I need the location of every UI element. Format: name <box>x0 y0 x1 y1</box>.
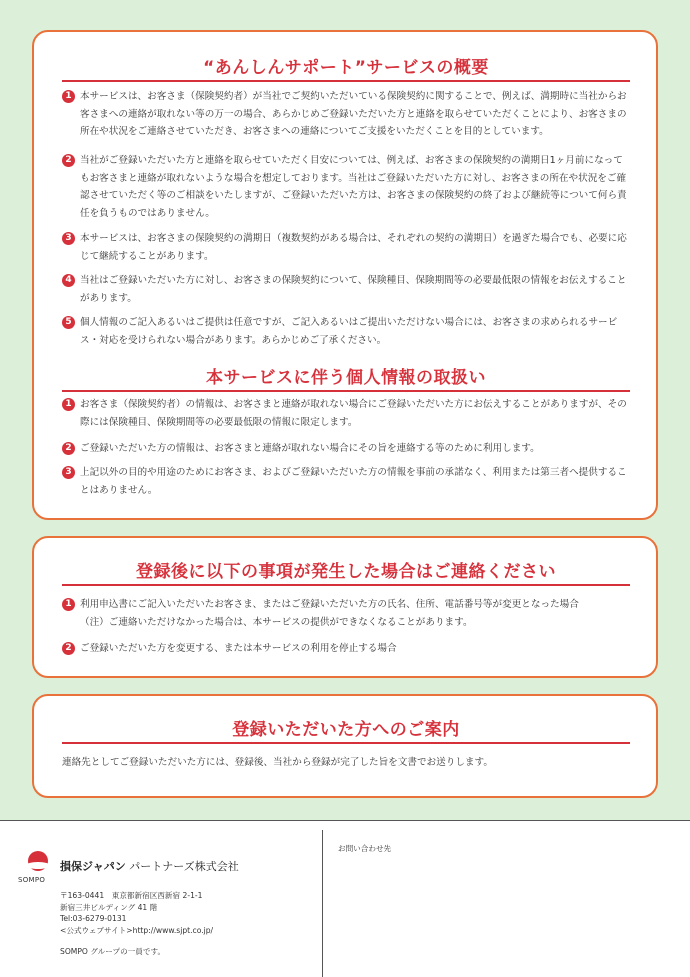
company-address <box>60 890 213 936</box>
group-membership-text: SOMPO グループの一員です。 <box>60 947 166 956</box>
company-name-bold: 損保ジャパン <box>60 860 126 873</box>
website-link[interactable]: <公式ウェブサイト>http://www.sjpt.co.jp/ <box>60 925 214 935</box>
privacy-item-3 <box>62 464 632 499</box>
change-notice-box <box>32 536 658 678</box>
footer-vertical-divider <box>322 830 323 977</box>
change-notice-title: 登録後に以下の事項が発生した場合はご連絡ください <box>62 562 630 586</box>
number-badge-icon: 2 <box>62 154 75 167</box>
number-badge-icon: 5 <box>62 316 75 329</box>
number-badge-icon: 2 <box>62 642 75 655</box>
number-badge-icon: 3 <box>62 232 75 245</box>
company-name <box>60 858 239 874</box>
contact-label: お問い合わせ先 <box>338 844 392 853</box>
number-badge-icon: 4 <box>62 274 75 287</box>
privacy-item-text: 上記以外の目的や用途のためにお客さま、およびご登録いただいた方の情報を事前の承諾なく、利用または第三者へ提供することはありません。 <box>80 467 627 496</box>
phone-line: Tel:03-6279-0131 <box>60 914 127 923</box>
overview-item-text: 本サービスは、お客さまの保険契約の満期日（複数契約がある場合は、それぞれの契約の満期日）を過ぎた場合でも、必要に応じて継続することがあります。 <box>80 233 627 262</box>
number-badge-icon: 3 <box>62 466 75 479</box>
change-item-2 <box>62 640 632 658</box>
overview-item-1 <box>62 88 632 141</box>
privacy-item-1 <box>62 396 632 431</box>
number-badge-icon: 2 <box>62 442 75 455</box>
number-badge-icon: 1 <box>62 598 75 611</box>
privacy-item-2 <box>62 440 632 458</box>
registrant-guide-title: 登録いただいた方へのご案内 <box>62 720 630 744</box>
overview-item-3 <box>62 230 632 265</box>
sompo-logo-text: SOMPO <box>18 876 46 884</box>
overview-item-2 <box>62 152 632 222</box>
change-item-text: 利用申込書にご記入いただいたお客さま、またはご登録いただいた方の氏名、住所、電話番号等が変更となった場合 <box>80 599 579 610</box>
company-name-rest: パートナーズ株式会社 <box>125 860 239 873</box>
sompo-logo-icon <box>28 851 48 871</box>
overview-item-text: 個人情報のご記入あるいはご提供は任意ですが、ご記入あるいはご提出いただけない場合には、お客さまの求められるサービス・対応を受けられない場合があります。あらかじめご了承ください。 <box>80 317 618 346</box>
number-badge-icon: 1 <box>62 398 75 411</box>
service-overview-title: “あんしんサポート”サービスの概要 <box>62 58 630 82</box>
number-badge-icon: 1 <box>62 90 75 103</box>
service-overview-box <box>32 30 658 520</box>
footer-divider <box>0 820 690 821</box>
registrant-guide-box <box>32 694 658 798</box>
overview-item-text: 当社がご登録いただいた方と連絡を取らせていただく目安については、例えば、お客さまの保険契約の満期日1ヶ月前になってもお客さまと連絡が取れないような場合を想定しております。当社はご登録いただいた方に対し、お客さまの所在や状況をご確認させていただく等のご相談をいたしますが、ご登録いただいた方は、お客さまの保険契約の終了および継続等について何ら責任を負うものではありません。 <box>80 155 627 219</box>
overview-item-5 <box>62 314 632 349</box>
address-line: 新宿三井ビルディング 41 階 <box>60 902 158 912</box>
privacy-item-text: ご登録いただいた方の情報は、お客さまと連絡が取れない場合にその旨を連絡する等のために利用します。 <box>80 443 540 454</box>
overview-item-4 <box>62 272 632 307</box>
overview-item-text: 当社はご登録いただいた方に対し、お客さまの保険契約について、保険種目、保険期間等の必要最低限の情報をお伝えすることがあります。 <box>80 275 627 304</box>
address-line: 〒163-0441 東京都新宿区西新宿 2-1-1 <box>60 891 203 900</box>
privacy-title: 本サービスに伴う個人情報の取扱い <box>62 368 630 392</box>
change-item-note: （注）ご連絡いただけなかった場合は、本サービスの提供ができなくなることがあります。 <box>80 616 473 628</box>
overview-item-text: 本サービスは、お客さま（保険契約者）が当社でご契約いただいている保険契約に関することで、例えば、満期時に当社からお客さまへの連絡が取れない等の万一の場合、あらかじめご登録いただいた方と連絡を取らせていただくことにより、お客さまの所在や状況をご連絡させていただき、お客さまへの連絡についてご支援をいただくことを目的としています。 <box>80 91 627 137</box>
registrant-guide-text: 連絡先としてご登録いただいた方には、登録後、当社から登録が完了した旨を文書でお送りします。 <box>62 757 493 768</box>
privacy-item-text: お客さま（保険契約者）の情報は、お客さまと連絡が取れない場合にご登録いただいた方にお伝えすることがありますが、その際には保険種目、保険期間等の必要最低限の情報に限定します。 <box>80 399 627 428</box>
change-item-text: ご登録いただいた方を変更する、または本サービスの利用を停止する場合 <box>80 643 397 654</box>
change-item-1 <box>62 596 632 631</box>
